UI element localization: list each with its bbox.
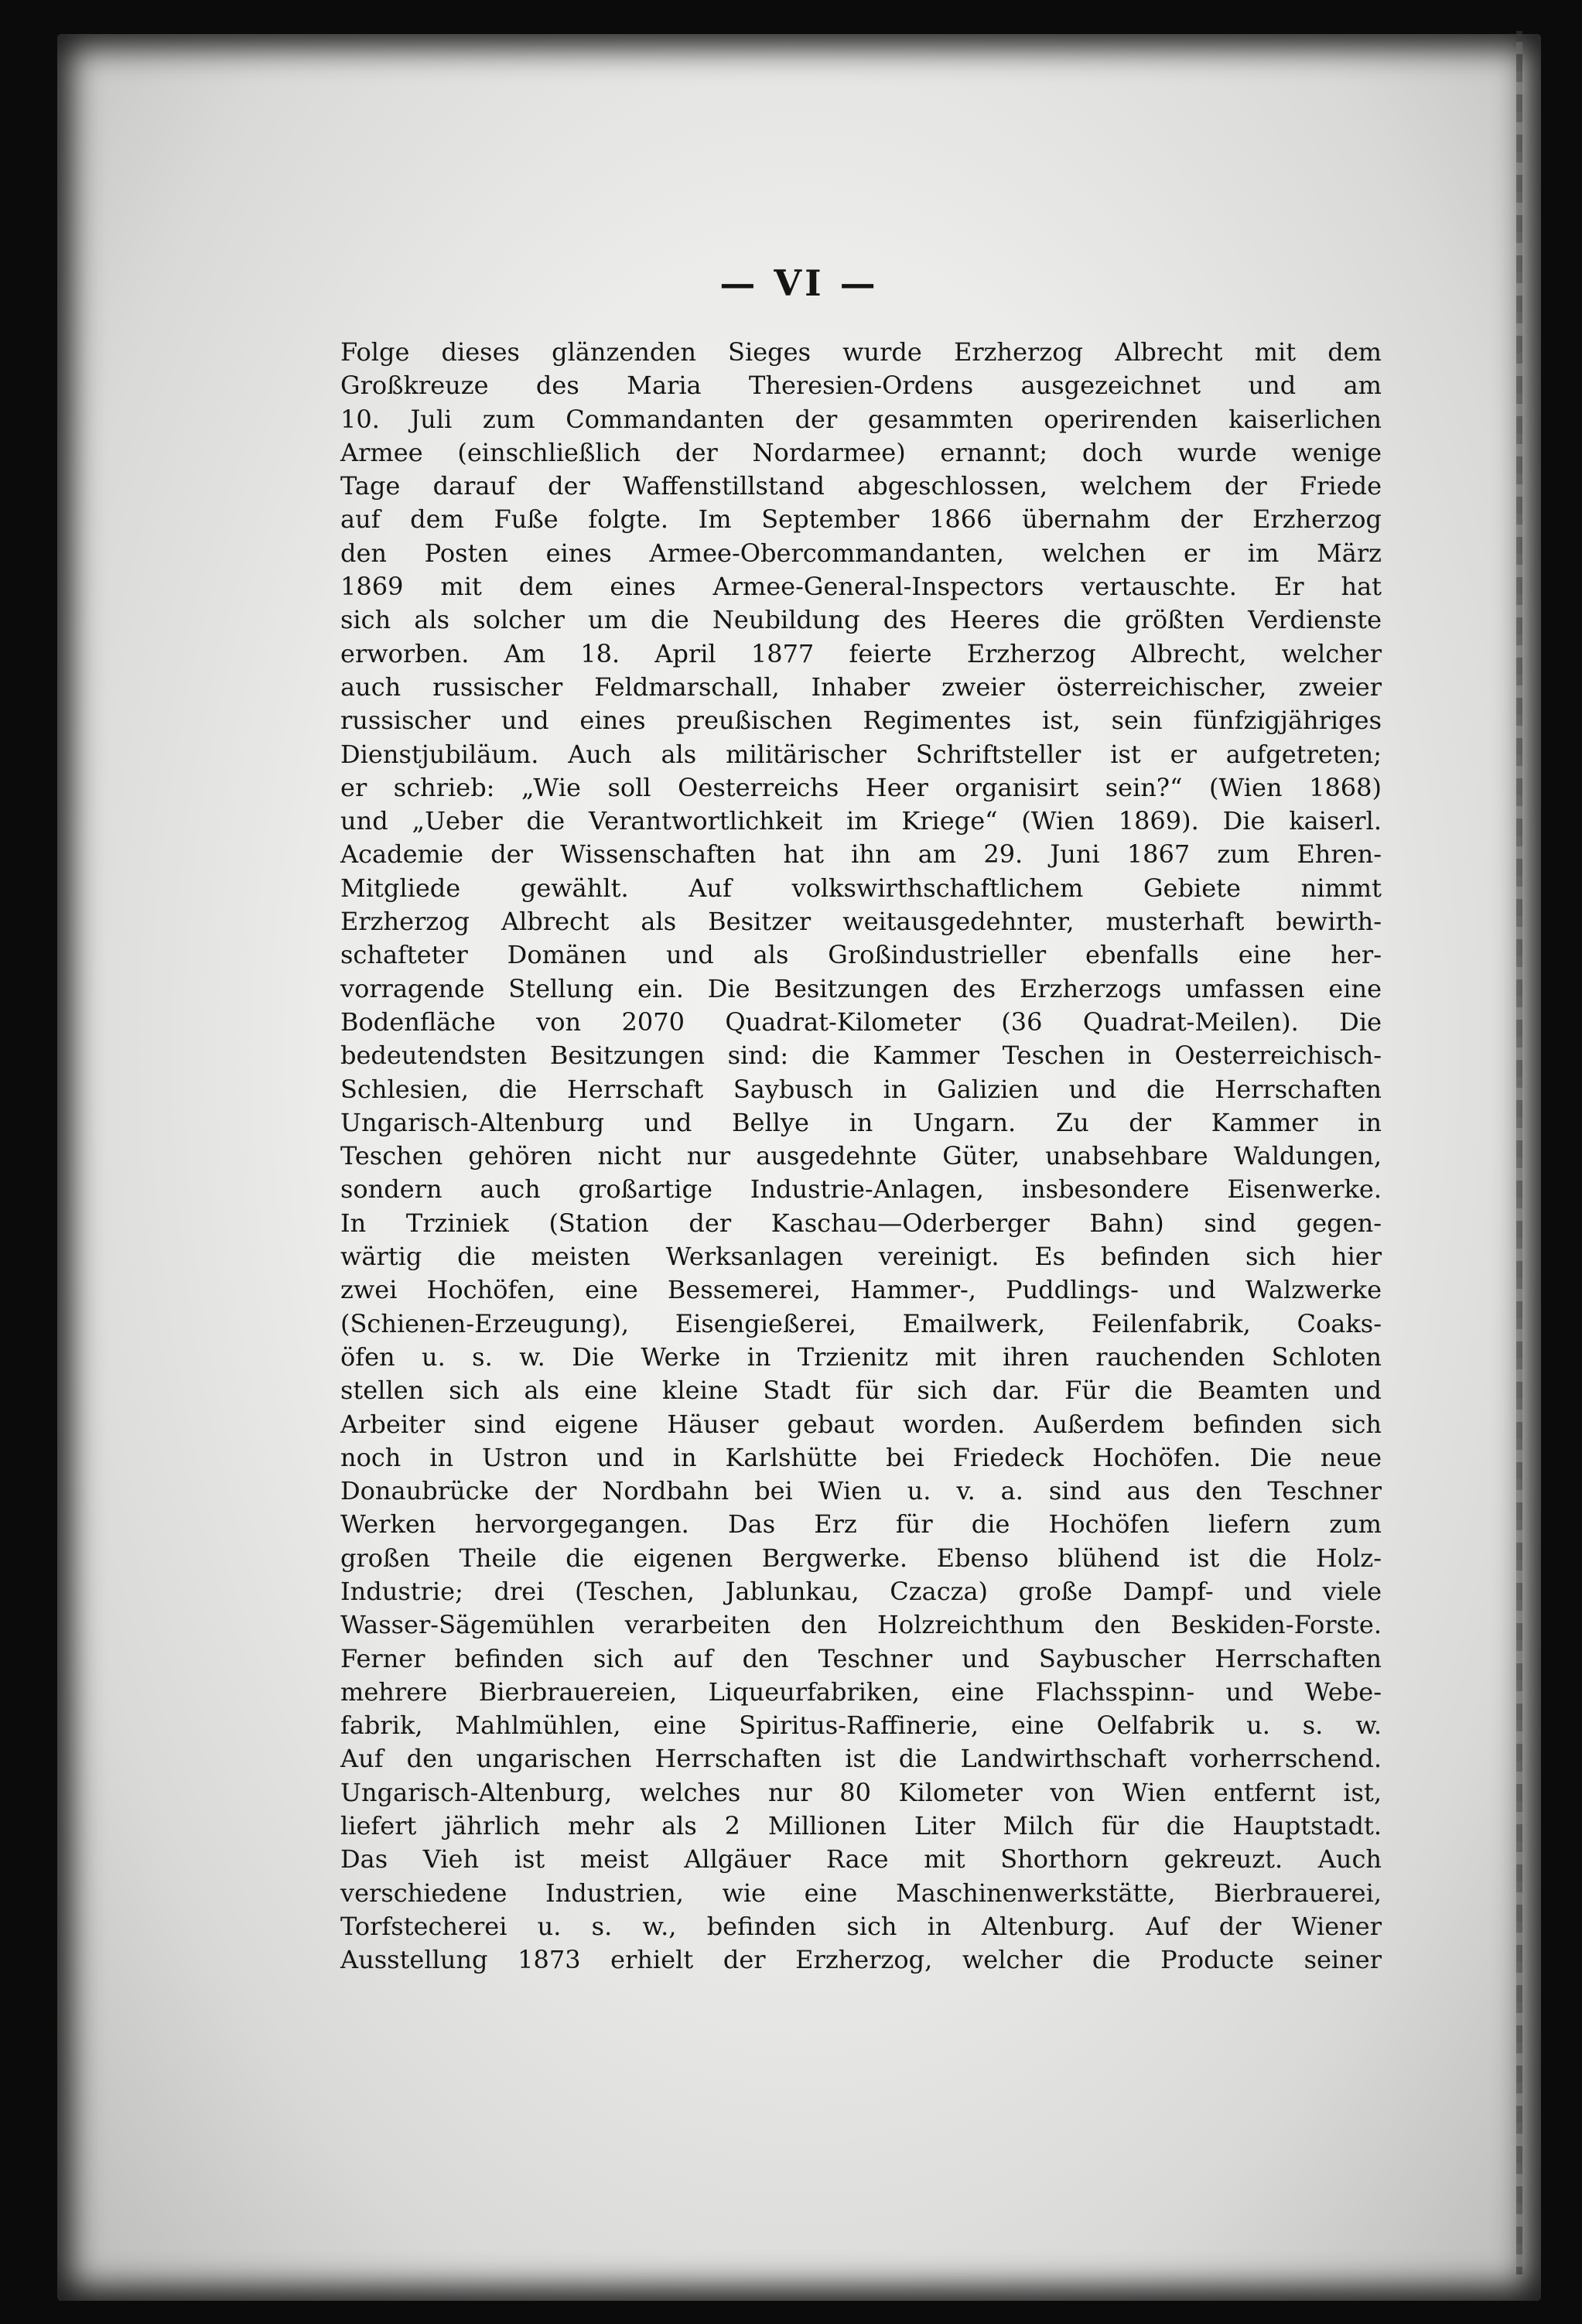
text-line: auf dem Fuße folgte. Im September 1866 übernahm der Erzherzog [340, 504, 1382, 535]
text-line: Werken hervorgegangen. Das Erz für die Hochöfen liefern zum [340, 1509, 1382, 1540]
text-line: vorragende Stellung ein. Die Besitzungen des Erzherzogs umfassen eine [340, 973, 1382, 1003]
text-line: wärtig die meisten Werksanlagen vereinigt. Es befinden sich hier [340, 1242, 1382, 1272]
text-line: noch in Ustron und in Karlshütte bei Friedeck Hochöfen. Die neue [340, 1442, 1382, 1472]
text-line: Arbeiter sind eigene Häuser gebaut worden. Außerdem befinden sich [340, 1409, 1382, 1439]
body-text [340, 336, 1382, 1977]
text-line: Tage darauf der Waffenstillstand abgeschlossen, welchem der Friede [340, 471, 1382, 501]
text-line: öfen u. s. w. Die Werke in Trzienitz mit ihren rauchenden Schloten [340, 1341, 1382, 1372]
text-line: Folge dieses glänzenden Sieges wurde Erzherzog Albrecht mit dem [340, 337, 1382, 367]
text-line: sich als solcher um die Neubildung des Heeres die größten Verdienste [340, 605, 1382, 635]
text-line: russischer und eines preußischen Regimentes ist, sein fünfzigjähriges [340, 706, 1382, 736]
text-line: schafteter Domänen und als Großindustrieller ebenfalls eine her- [340, 940, 1382, 970]
text-line: liefert jährlich mehr als 2 Millionen Liter Milch für die Hauptstadt. [340, 1811, 1382, 1841]
text-line: auch russischer Feldmarschall, Inhaber zweier österreichischer, zweier [340, 672, 1382, 702]
text-line: Academie der Wissenschaften hat ihn am 29. Juni 1867 zum Ehren- [340, 839, 1382, 870]
text-line: In Trziniek (Station der Kaschau—Oderberger Bahn) sind gegen- [340, 1208, 1382, 1238]
text-line: Ungarisch-Altenburg, welches nur 80 Kilometer von Wien entfernt ist, [340, 1777, 1382, 1807]
text-line: verschiedene Industrien, wie eine Maschinenwerkstätte, Bierbrauerei, [340, 1878, 1382, 1908]
text-line: und „Ueber die Verantwortlichkeit im Kriege“ (Wien 1869). Die kaiserl. [340, 806, 1382, 836]
text-line: Ungarisch-Altenburg und Bellye in Ungarn. Zu der Kammer in [340, 1107, 1382, 1137]
text-line: bedeutendsten Besitzungen sind: die Kammer Teschen in Oesterreichisch- [340, 1041, 1382, 1071]
text-line: Ferner befinden sich auf den Teschner und Saybuscher Herrschaften [340, 1643, 1382, 1673]
text-line: fabrik, Mahlmühlen, eine Spiritus-Raffinerie, eine Oelfabrik u. s. w. [340, 1711, 1382, 1741]
text-line: Industrie; drei (Teschen, Jablunkau, Czacza) große Dampf- und viele [340, 1576, 1382, 1606]
text-line: Dienstjubiläum. Auch als militärischer Schriftsteller ist er aufgetreten; [340, 739, 1382, 769]
text-line: Das Vieh ist meist Allgäuer Race mit Shorthorn gekreuzt. Auch [340, 1844, 1382, 1875]
text-line: Armee (einschließlich der Nordarmee) ernannt; doch wurde wenige [340, 437, 1382, 467]
text-line: 10. Juli zum Commandanten der gesammten operirenden kaiserlichen [340, 404, 1382, 434]
page-number: — VI — [719, 262, 879, 304]
text-line: Wasser-Sägemühlen verarbeiten den Holzreichthum den Beskiden-Forste. [340, 1610, 1382, 1640]
page-edge-shadow [1516, 31, 1522, 2274]
text-line: sondern auch großartige Industrie-Anlagen, insbesondere Eisenwerke. [340, 1174, 1382, 1205]
text-line: 1869 mit dem eines Armee-General-Inspectors vertauschte. Er hat [340, 572, 1382, 602]
text-line: (Schienen-Erzeugung), Eisengießerei, Emailwerk, Feilenfabrik, Coaks- [340, 1308, 1382, 1338]
text-line: Mitgliede gewählt. Auf volkswirthschaftlichem Gebiete nimmt [340, 873, 1382, 903]
text-line: Großkreuze des Maria Theresien-Ordens ausgezeichnet und am [340, 371, 1382, 401]
text-line: Bodenfläche von 2070 Quadrat-Kilometer (36 Quadrat-Meilen). Die [340, 1006, 1382, 1037]
text-line: erworben. Am 18. April 1877 feierte Erzherzog Albrecht, welcher [340, 638, 1382, 668]
text-line: Teschen gehören nicht nur ausgedehnte Güter, unabsehbare Waldungen, [340, 1141, 1382, 1171]
text-line: großen Theile die eigenen Bergwerke. Ebenso blühend ist die Holz- [340, 1543, 1382, 1573]
book-page [57, 34, 1541, 2301]
text-line: Ausstellung 1873 erhielt der Erzherzog, welcher die Producte seiner [340, 1945, 1382, 1975]
text-line: er schrieb: „Wie soll Oesterreichs Heer organisirt sein?“ (Wien 1868) [340, 772, 1382, 802]
text-line: Erzherzog Albrecht als Besitzer weitausgedehnter, musterhaft bewirth- [340, 907, 1382, 937]
text-line: mehrere Bierbrauereien, Liqueurfabriken, eine Flachsspinn- und Webe- [340, 1676, 1382, 1707]
text-line: Schlesien, die Herrschaft Saybusch in Galizien und die Herrschaften [340, 1074, 1382, 1104]
text-line: zwei Hochöfen, eine Bessemerei, Hammer-, Puddlings- und Walzwerke [340, 1275, 1382, 1305]
text-line: Auf den ungarischen Herrschaften ist die Landwirthschaft vorherrschend. [340, 1744, 1382, 1774]
text-line: den Posten eines Armee-Obercommandanten, welchen er im März [340, 538, 1382, 568]
text-line: Donaubrücke der Nordbahn bei Wien u. v. a. sind aus den Teschner [340, 1476, 1382, 1506]
text-line: stellen sich als eine kleine Stadt für sich dar. Für die Beamten und [340, 1376, 1382, 1406]
text-line: Torfstecherei u. s. w., befinden sich in Altenburg. Auf der Wiener [340, 1911, 1382, 1941]
